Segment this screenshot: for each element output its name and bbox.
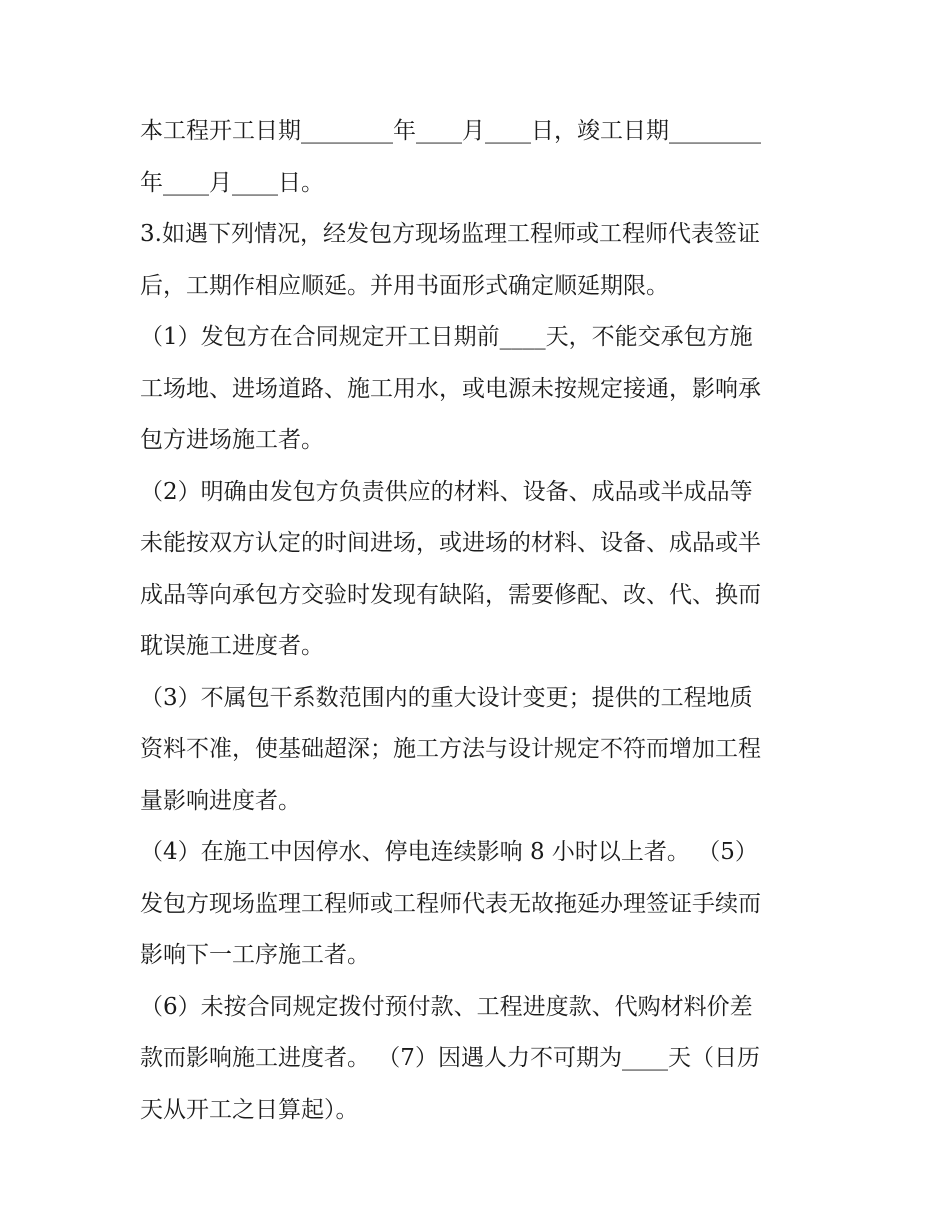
- text-line: （6）未按合同规定拨付预付款、工程进度款、代购材料价差: [140, 993, 753, 1020]
- text-line: 本工程开工日期________年____月____日，竣工日期________: [140, 118, 761, 144]
- text-line: （4）在施工中因停水、停电连续影响 8 小时以上者。 （5）: [140, 839, 758, 865]
- text-line: 天从开工之日算起）。: [140, 1096, 359, 1123]
- text-line: 年____月____日。: [140, 169, 324, 196]
- text-line: 3.如遇下列情况，经发包方现场监理工程师或工程师代表签证: [140, 221, 760, 247]
- text-line: （2）明确由发包方负责供应的材料、设备、成品或半成品等: [140, 478, 753, 505]
- text-line: 影响下一工序施工者。: [140, 942, 370, 968]
- text-line: 发包方现场监理工程师或工程师代表无故拖延办理签证手续而: [140, 890, 761, 917]
- text-line: 成品等向承包方交验时发现有缺陷，需要修配、改、代、换而: [140, 581, 761, 608]
- text-line: （1）发包方在合同规定开工日期前____天，不能交承包方施: [140, 324, 753, 350]
- text-line: 款而影响施工进度者。 （7）因遇人力不可期为____天（日历: [140, 1045, 760, 1071]
- text-line: 资料不准，使基础超深；施工方法与设计规定不符而增加工程: [140, 736, 761, 762]
- text-line: 未能按双方认定的时间进场，或进场的材料、设备、成品或半: [140, 530, 761, 556]
- document-body: [140, 106, 815, 1136]
- text-line: 量影响进度者。: [140, 787, 301, 814]
- text-line: 工场地、进场道路、施工用水，或电源未按规定接通，影响承: [140, 375, 761, 402]
- text-line: 后，工期作相应顺延。并用书面形式确定顺延期限。: [140, 272, 669, 299]
- text-line: 耽误施工进度者。: [140, 633, 324, 659]
- text-line: （3）不属包干系数范围内的重大设计变更；提供的工程地质: [140, 684, 753, 711]
- text-line: 包方进场施工者。: [140, 427, 324, 453]
